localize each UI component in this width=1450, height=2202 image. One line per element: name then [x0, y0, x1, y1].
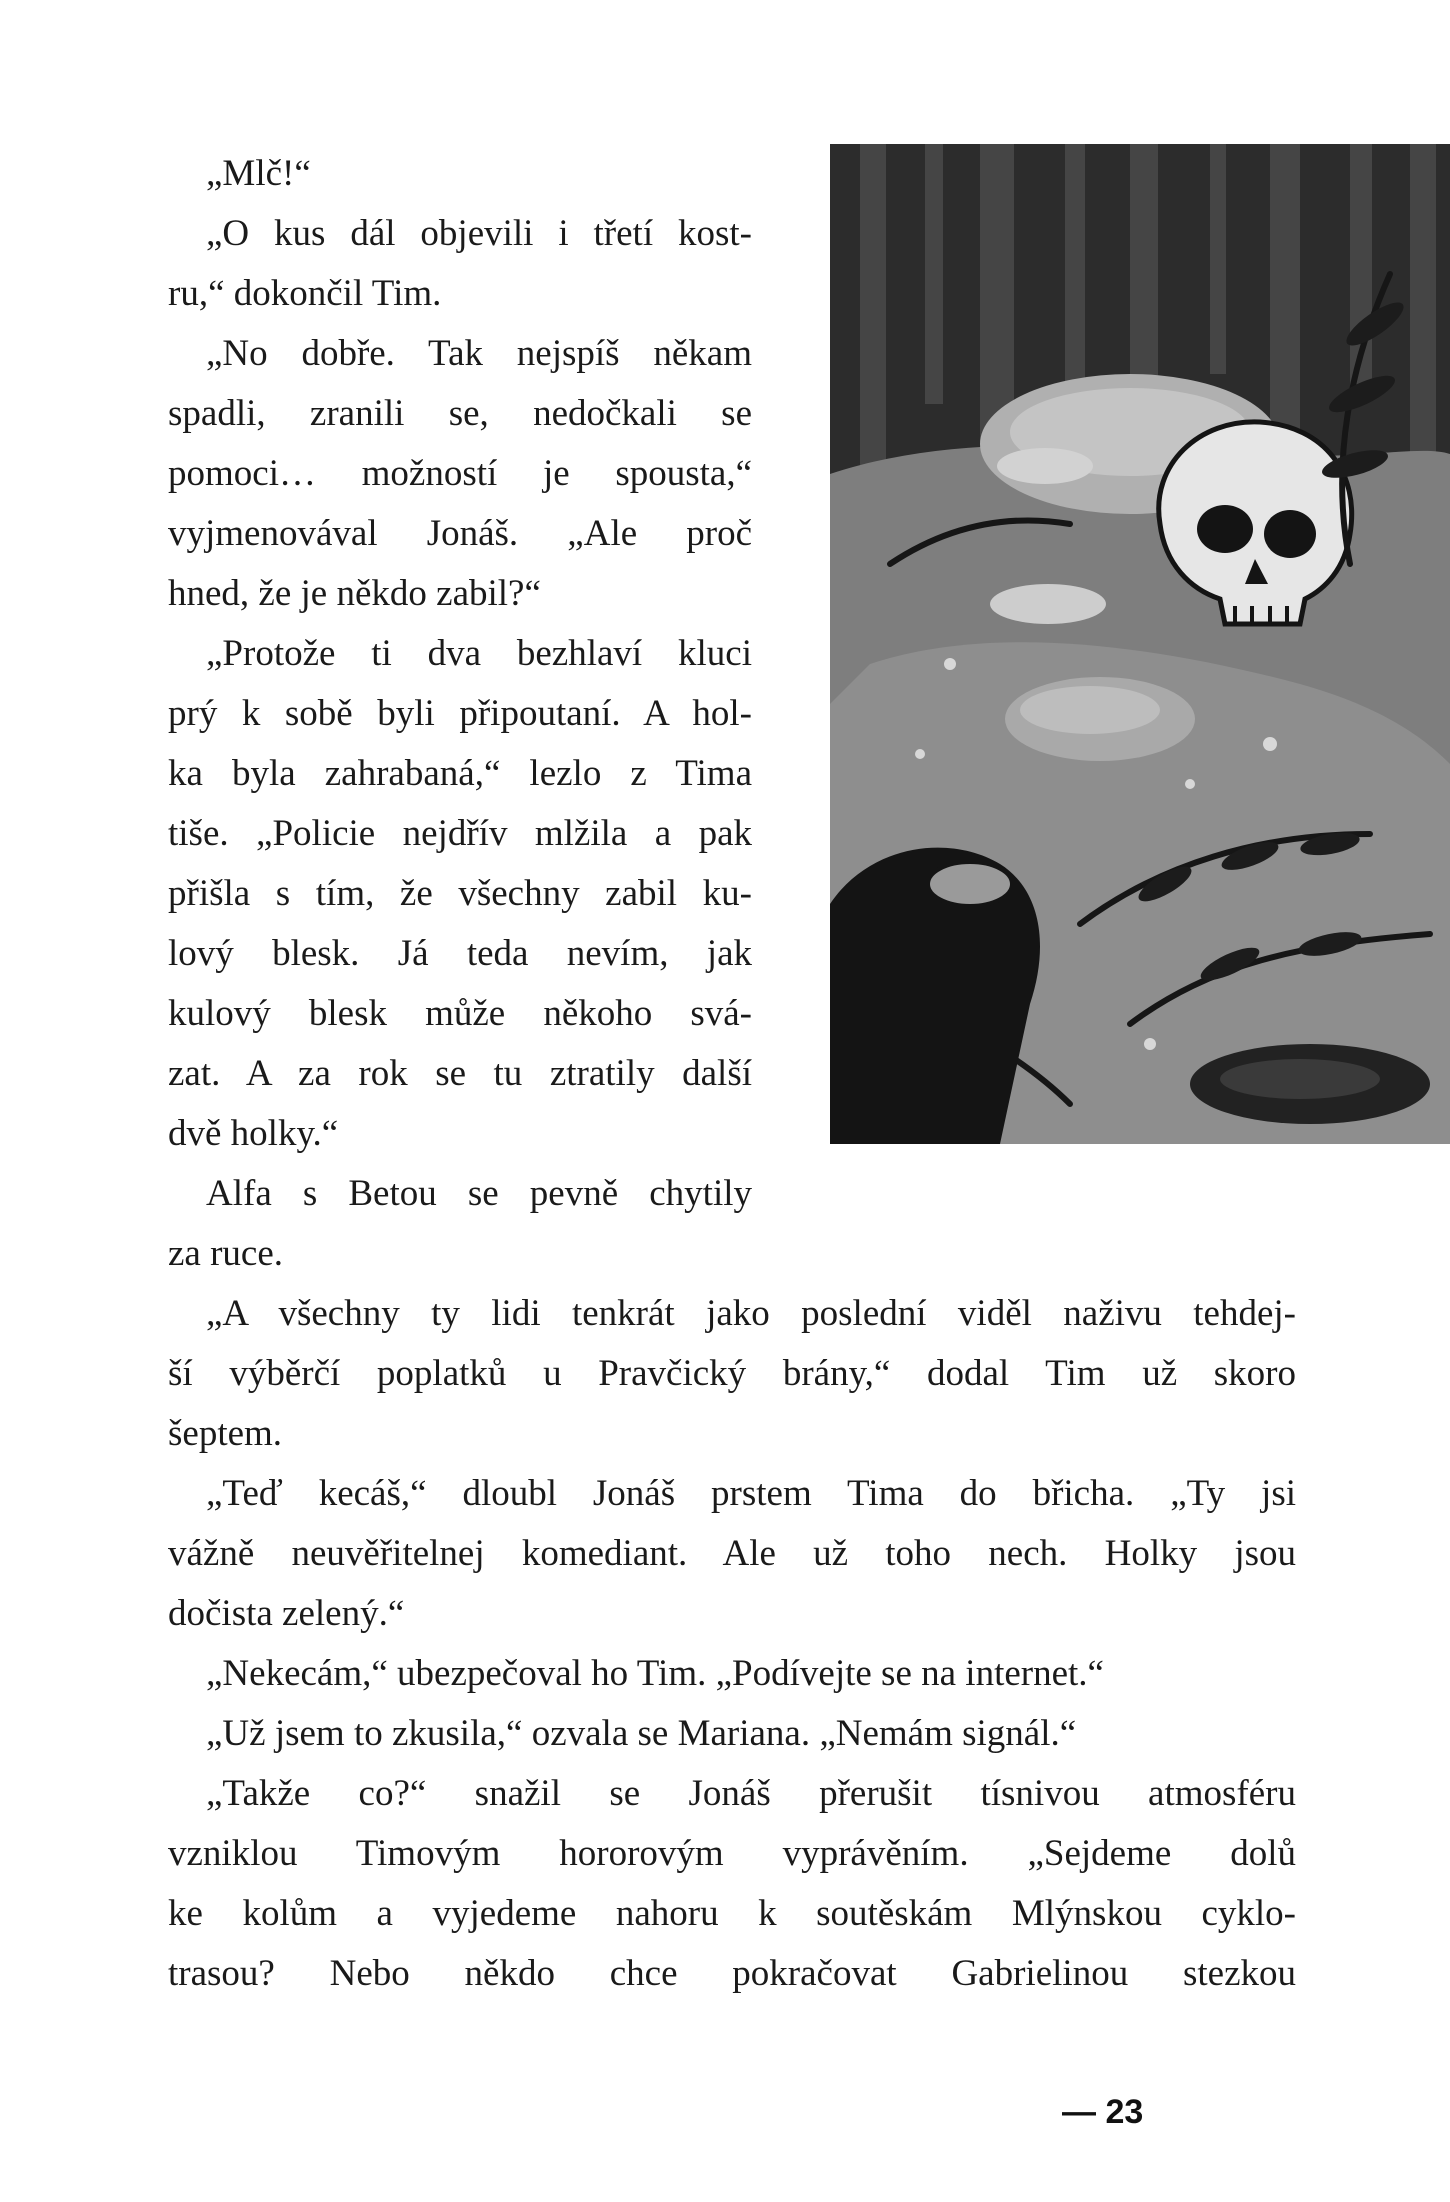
text-line: spadli, zranili se, nedočkali se — [168, 393, 752, 434]
text-line: za ruce. — [168, 1233, 284, 1274]
text-line: „No dobře. Tak nejspíš někam — [206, 333, 752, 374]
text-line: vyjmenovával Jonáš. „Ale proč — [168, 513, 752, 554]
text-line: ke kolům a vyjedeme nahoru k soutěskám Mlýnskou cyklo- — [168, 1893, 1296, 1934]
text-line: prý k sobě byli připoutaní. A hol- — [168, 693, 752, 734]
text-line: ší výběrčí poplatků u Pravčický brány,“ dodal Tim už skoro — [168, 1353, 1296, 1394]
text-line: ru,“ dokončil Tim. — [168, 273, 442, 314]
text-line: zat. A za rok se tu ztratily další — [168, 1053, 752, 1094]
text-line: hned, že je někdo zabil?“ — [168, 573, 541, 614]
text-line: „Protože ti dva bezhlaví kluci — [206, 633, 752, 674]
illustration-drawing — [830, 144, 1450, 1144]
text-line: „Už jsem to zkusila,“ ozvala se Mariana. „Nemám signál.“ — [206, 1713, 1077, 1754]
text-line: přišla s tím, že všechny zabil ku- — [168, 873, 752, 914]
text-line: „O kus dál objevili i třetí kost- — [206, 213, 752, 254]
text-line: „Teď kecáš,“ dloubl Jonáš prstem Tima do břicha. „Ty jsi — [206, 1473, 1296, 1514]
text-line: ka byla zahrabaná,“ lezlo z Tima — [168, 753, 752, 794]
page-number: — 23 — [1062, 2093, 1144, 2131]
text-line: tiše. „Policie nejdřív mlžila a pak — [168, 813, 752, 854]
text-line: „Nekecám,“ ubezpečoval ho Tim. „Podívejte se na internet.“ — [206, 1653, 1104, 1694]
text-line: dočista zelený.“ — [168, 1593, 405, 1634]
text-line: „Mlč!“ — [206, 153, 311, 194]
text-line: vážně neuvěřitelnej komediant. Ale už toho nech. Holky jsou — [168, 1533, 1296, 1574]
skull-in-forest-illustration — [830, 144, 1450, 1144]
text-line: kulový blesk může někoho svá- — [168, 993, 752, 1034]
text-line: Alfa s Betou se pevně chytily — [206, 1173, 752, 1214]
text-line: šeptem. — [168, 1413, 283, 1454]
text-line: lový blesk. Já teda nevím, jak — [168, 933, 752, 974]
text-line: „Takže co?“ snažil se Jonáš přerušit tísnivou atmosféru — [206, 1773, 1296, 1814]
text-line: dvě holky.“ — [168, 1113, 339, 1154]
text-line: vzniklou Timovým hororovým vyprávěním. „Sejdeme dolů — [168, 1833, 1296, 1874]
text-line: pomoci… možností je spousta,“ — [168, 453, 752, 494]
text-line: trasou? Nebo někdo chce pokračovat Gabrielinou stezkou — [168, 1953, 1296, 1994]
text-line: „A všechny ty lidi tenkrát jako poslední viděl naživu tehdej- — [206, 1293, 1296, 1334]
